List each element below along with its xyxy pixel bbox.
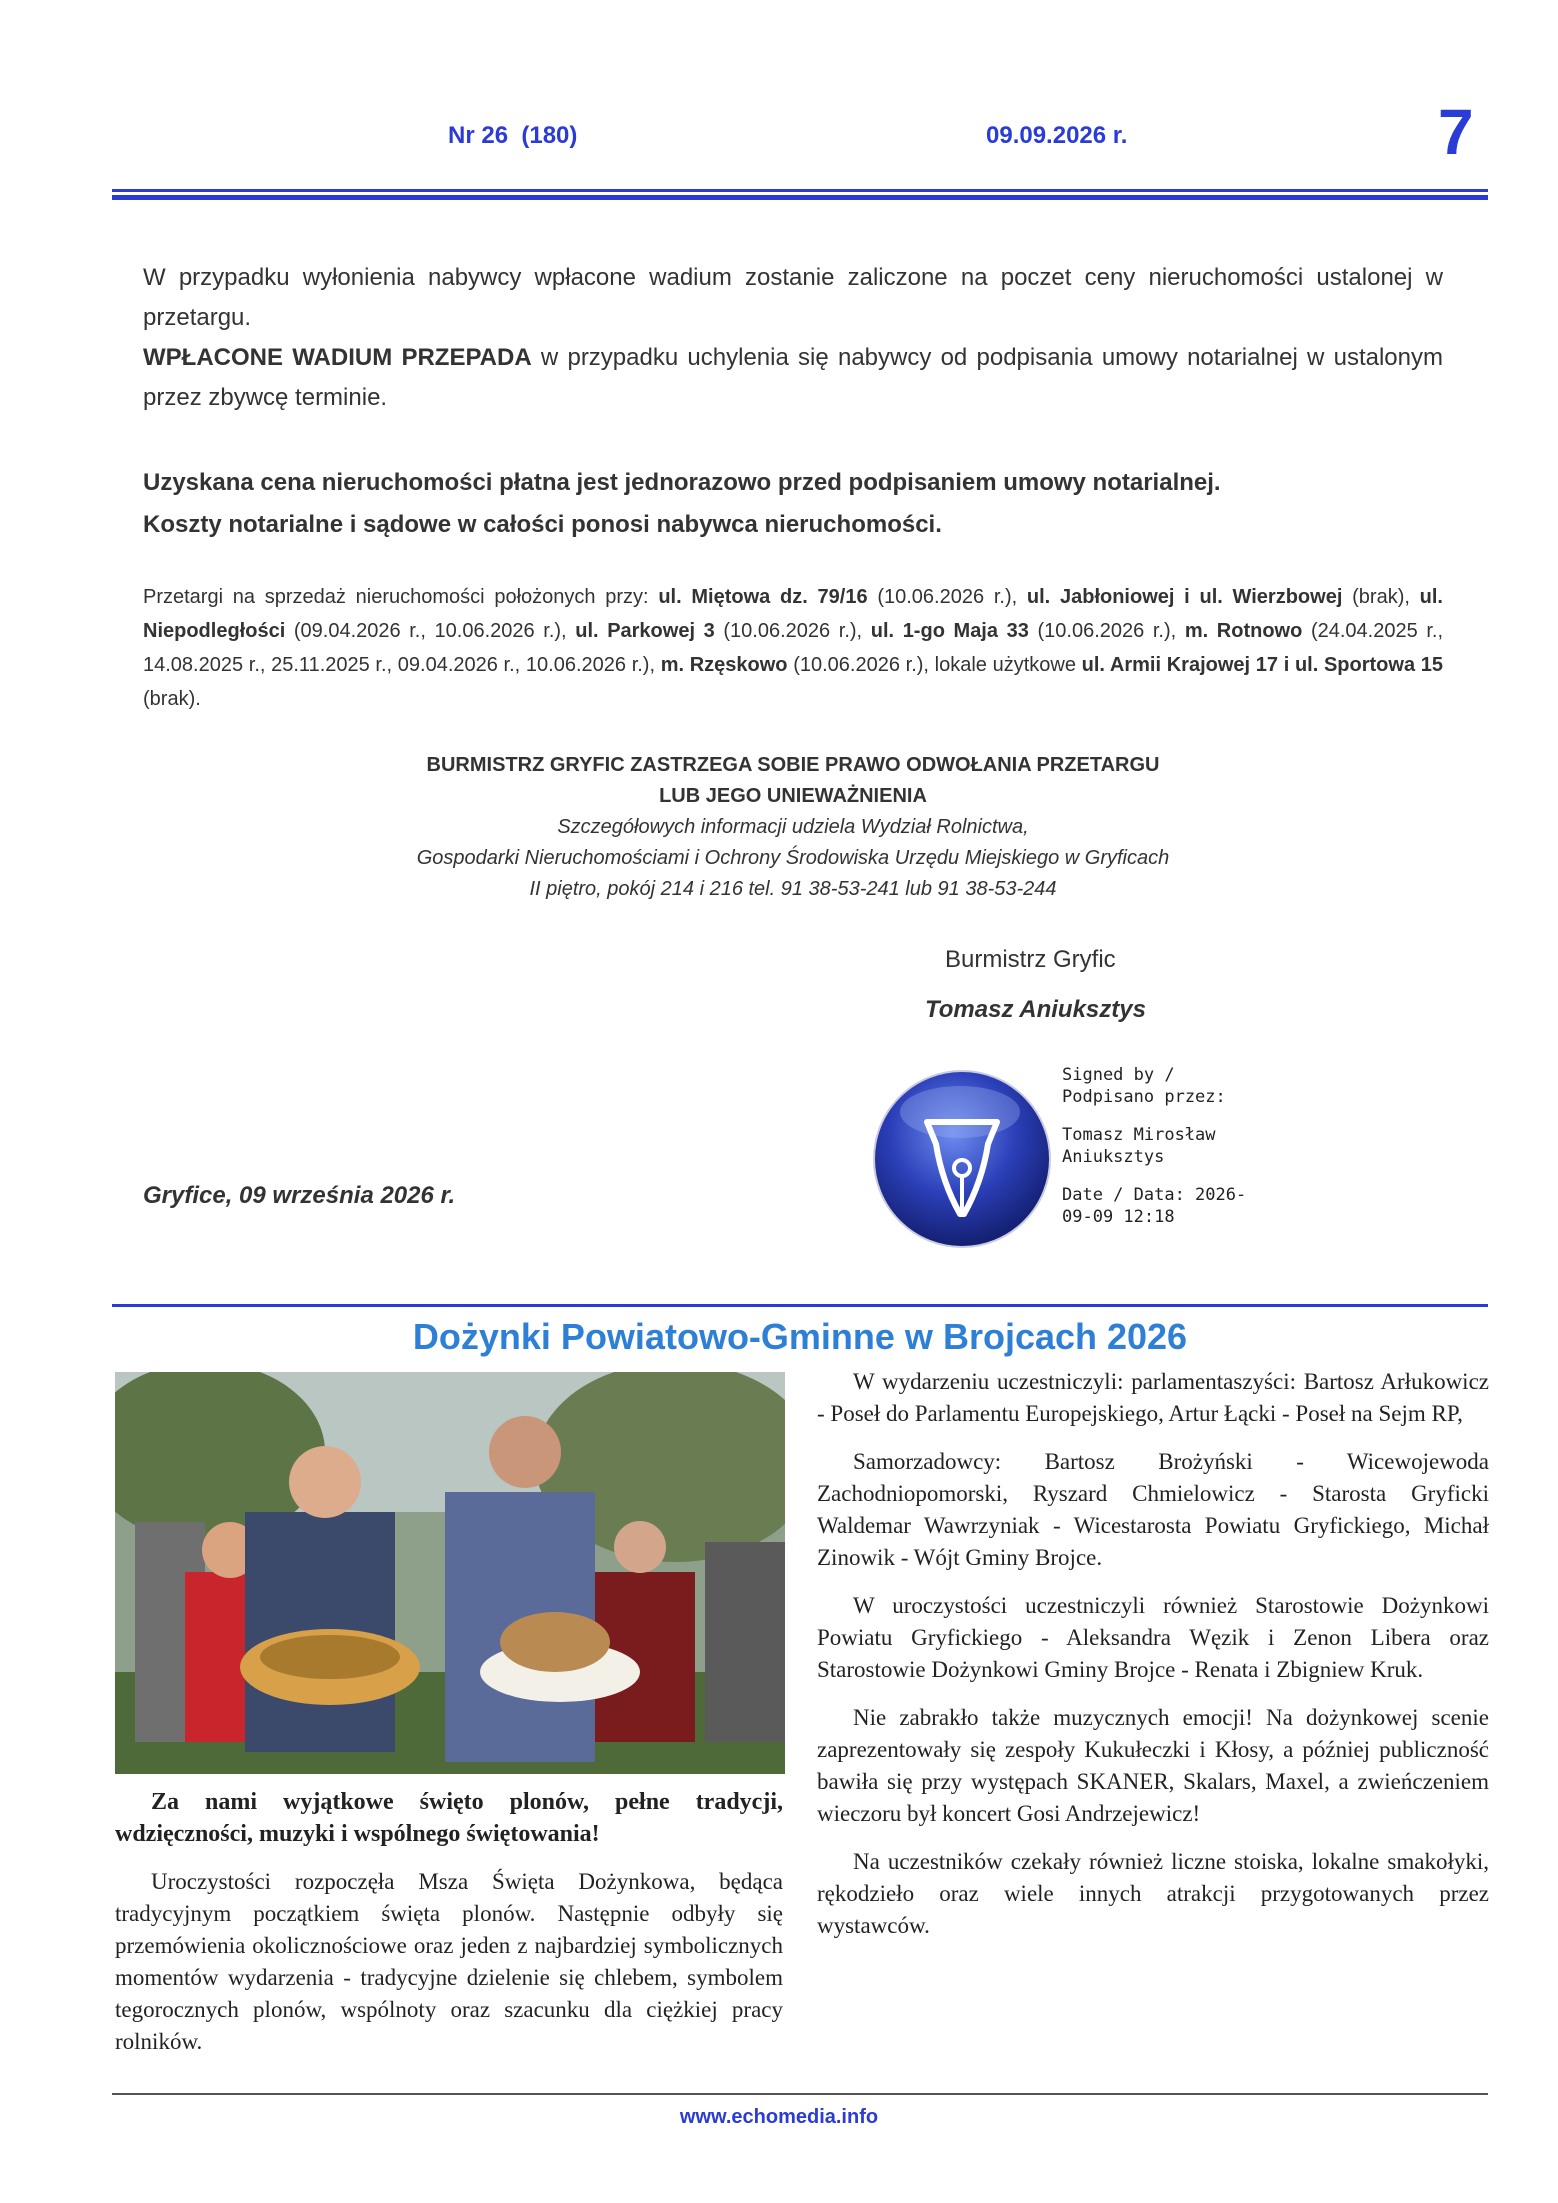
tender-location: m. Rotnowo	[1184, 620, 1303, 642]
section-divider	[112, 1304, 1488, 1307]
info-line-3: II piętro, pokój 214 i 216 tel. 91 38-53-241 lub 91 38-53-244	[529, 878, 1057, 900]
notice-bold-line-2: Koszty notarialne i sądowe w całości ponosi nabywca nieruchomości.	[143, 511, 942, 538]
article-right-column	[817, 1366, 1489, 1958]
notice-text-2: w przypadku uchylenia się nabywcy od podpisania umowy notarialnej w ustalonym przez zbywcę terminie.	[143, 344, 1443, 411]
header-rule-thick	[112, 195, 1488, 200]
notice-paragraph-1	[143, 258, 1443, 418]
article-title: Dożynki Powiatowo-Gminne w Brojcach 2026	[412, 1316, 1188, 1357]
issue-date: 09.09.2026 r.	[986, 122, 1128, 149]
article-paragraph: Uroczystości rozpoczęła Msza Święta Dożynkowa, będąca tradycyjnym początkiem święta plonów. Następnie odbyły się przemówienia okolicznościowe oraz jeden z najbardziej symbolicznych momentów wydarzenia - tradycyjne dzielenie się chlebem, symbolem tegorocznych plonów, wspólnoty oraz szacunku dla ciężkiej pracy rolników.	[115, 1869, 783, 2054]
tender-text: (10.06.2026 r.),	[1028, 620, 1185, 642]
article-paragraph: Nie zabrakło także muzycznych emocji! Na dożynkowej scenie zaprezentowały się zespoły Kukułeczki i Kłosy, a później publiczność bawiła się przy występach SKANER, Skalars, Maxel, a zwieńczeniem wieczoru był koncert Gosi Andrzejewicz!	[817, 1705, 1489, 1826]
tender-text: (24.04.2025 r., 14.08.2025 r., 25.11.2025 r., 09.04.2026 r., 10.06.2026 r.),	[143, 620, 1444, 676]
info-line-1: Szczegółowych informacji udziela Wydział Rolnictwa,	[557, 816, 1029, 838]
notice-text-1: W przypadku wyłonienia nabywcy wpłacone wadium zostanie zaliczone na poczet ceny nieruchomości ustalonej w przetargu.	[143, 264, 1443, 331]
notice-bold-forfeit: WPŁACONE WADIUM PRZEPADA	[143, 344, 532, 371]
tender-text: (10.06.2026 r.),	[867, 586, 1027, 608]
header-rule	[112, 189, 1488, 192]
article-paragraph: W wydarzeniu uczestniczyli: parlamentaszyści: Bartosz Arłukowicz - Poseł do Parlamentu Europejskiego, Artur Łącki - Poseł na Sejm RP,	[817, 1369, 1489, 1426]
notice-bold-block	[143, 462, 1443, 546]
tender-text: (10.06.2026 r.),	[714, 620, 871, 642]
tender-text: (09.04.2026 r., 10.06.2026 r.),	[285, 620, 576, 642]
pen-nib-icon	[872, 1064, 1052, 1254]
notice-center-block	[143, 750, 1443, 905]
tender-text: (brak),	[1342, 586, 1420, 608]
sig-line-4: Aniuksztys	[1062, 1147, 1165, 1167]
page-number: 7	[1438, 96, 1474, 168]
footer-rule	[112, 2093, 1488, 2095]
reservation-line-2: LUB JEGO UNIEWAŻNIENIA	[659, 785, 927, 807]
tender-location: ul. Niepodległości	[143, 586, 1443, 642]
article-paragraph: W uroczystości uczestniczyli również Starostowie Dożynkowi Powiatu Gryfickiego - Aleksandra Węzik i Zenon Libera oraz Starostowie Dożynkowi Gminy Brojce - Renata i Zbigniew Kruk.	[817, 1593, 1489, 1682]
sig-line-1: Signed by /	[1062, 1065, 1175, 1085]
tender-location: ul. Parkowej 3	[575, 620, 715, 642]
przetargi-paragraph	[143, 580, 1443, 716]
sig-line-5: Date / Data: 2026-	[1062, 1185, 1247, 1205]
place-date: Gryfice, 09 września 2026 r.	[143, 1182, 456, 1209]
sig-line-6: 09-09 12:18	[1062, 1207, 1175, 1227]
tender-text: (10.06.2026 r.), lokale użytkowe	[787, 654, 1082, 676]
tender-location: ul. Armii Krajowej 17 i ul. Sportowa 15	[1081, 654, 1443, 676]
footer-url[interactable]: www.echomedia.info	[679, 2106, 879, 2128]
info-line-2: Gospodarki Nieruchomościami i Ochrony Środowiska Urzędu Miejskiego w Gryficach	[416, 847, 1170, 869]
article-left-column	[115, 1866, 783, 2074]
article-lead: Za nami wyjątkowe święto plonów, pełne tradycji, wdzięczności, muzyki i wspólnego świętowania!	[115, 1789, 783, 1847]
article-paragraph: Samorzadowcy: Bartosz Brożyński - Wicewojewoda Zachodniopomorski, Ryszard Chmielowicz - Starosta Gryficki Waldemar Wawrzyniak - Wicestarosta Powiatu Gryfickiego, Michał Zinowik - Wójt Gminy Brojce.	[817, 1449, 1489, 1570]
tender-text: Przetargi na sprzedaż nieruchomości położonych przy:	[143, 586, 659, 608]
sig-line-2: Podpisano przez:	[1062, 1087, 1226, 1107]
tender-location: ul. Jabłoniowej i ul. Wierzbowej	[1026, 586, 1343, 608]
reservation-line-1: BURMISTRZ GRYFIC ZASTRZEGA SOBIE PRAWO ODWOŁANIA PRZETARGU	[426, 754, 1160, 776]
tender-location: m. Rzęskowo	[660, 654, 788, 676]
sig-line-3: Tomasz Mirosław	[1062, 1125, 1216, 1145]
tender-location: ul. Miętowa dz. 79/16	[658, 586, 868, 608]
article-photo	[115, 1372, 785, 1774]
article-paragraph: Na uczestników czekały również liczne stoiska, lokalne smakołyki, rękodzieło oraz wiele innych atrakcji przygotowanych przez wystawców.	[817, 1849, 1489, 1938]
notice-bold-line-1: Uzyskana cena nieruchomości płatna jest jednorazowo przed podpisaniem umowy notarialnej.	[143, 469, 1221, 496]
digital-signature-text	[1062, 1064, 1246, 1228]
signer-title: Burmistrz Gryfic	[945, 946, 1116, 973]
issue-number: Nr 26 (180)	[448, 122, 578, 149]
tender-location: ul. 1-go Maja 33	[870, 620, 1029, 642]
tender-text: (brak).	[143, 688, 201, 710]
signer-name: Tomasz Aniuksztys	[925, 996, 1146, 1023]
